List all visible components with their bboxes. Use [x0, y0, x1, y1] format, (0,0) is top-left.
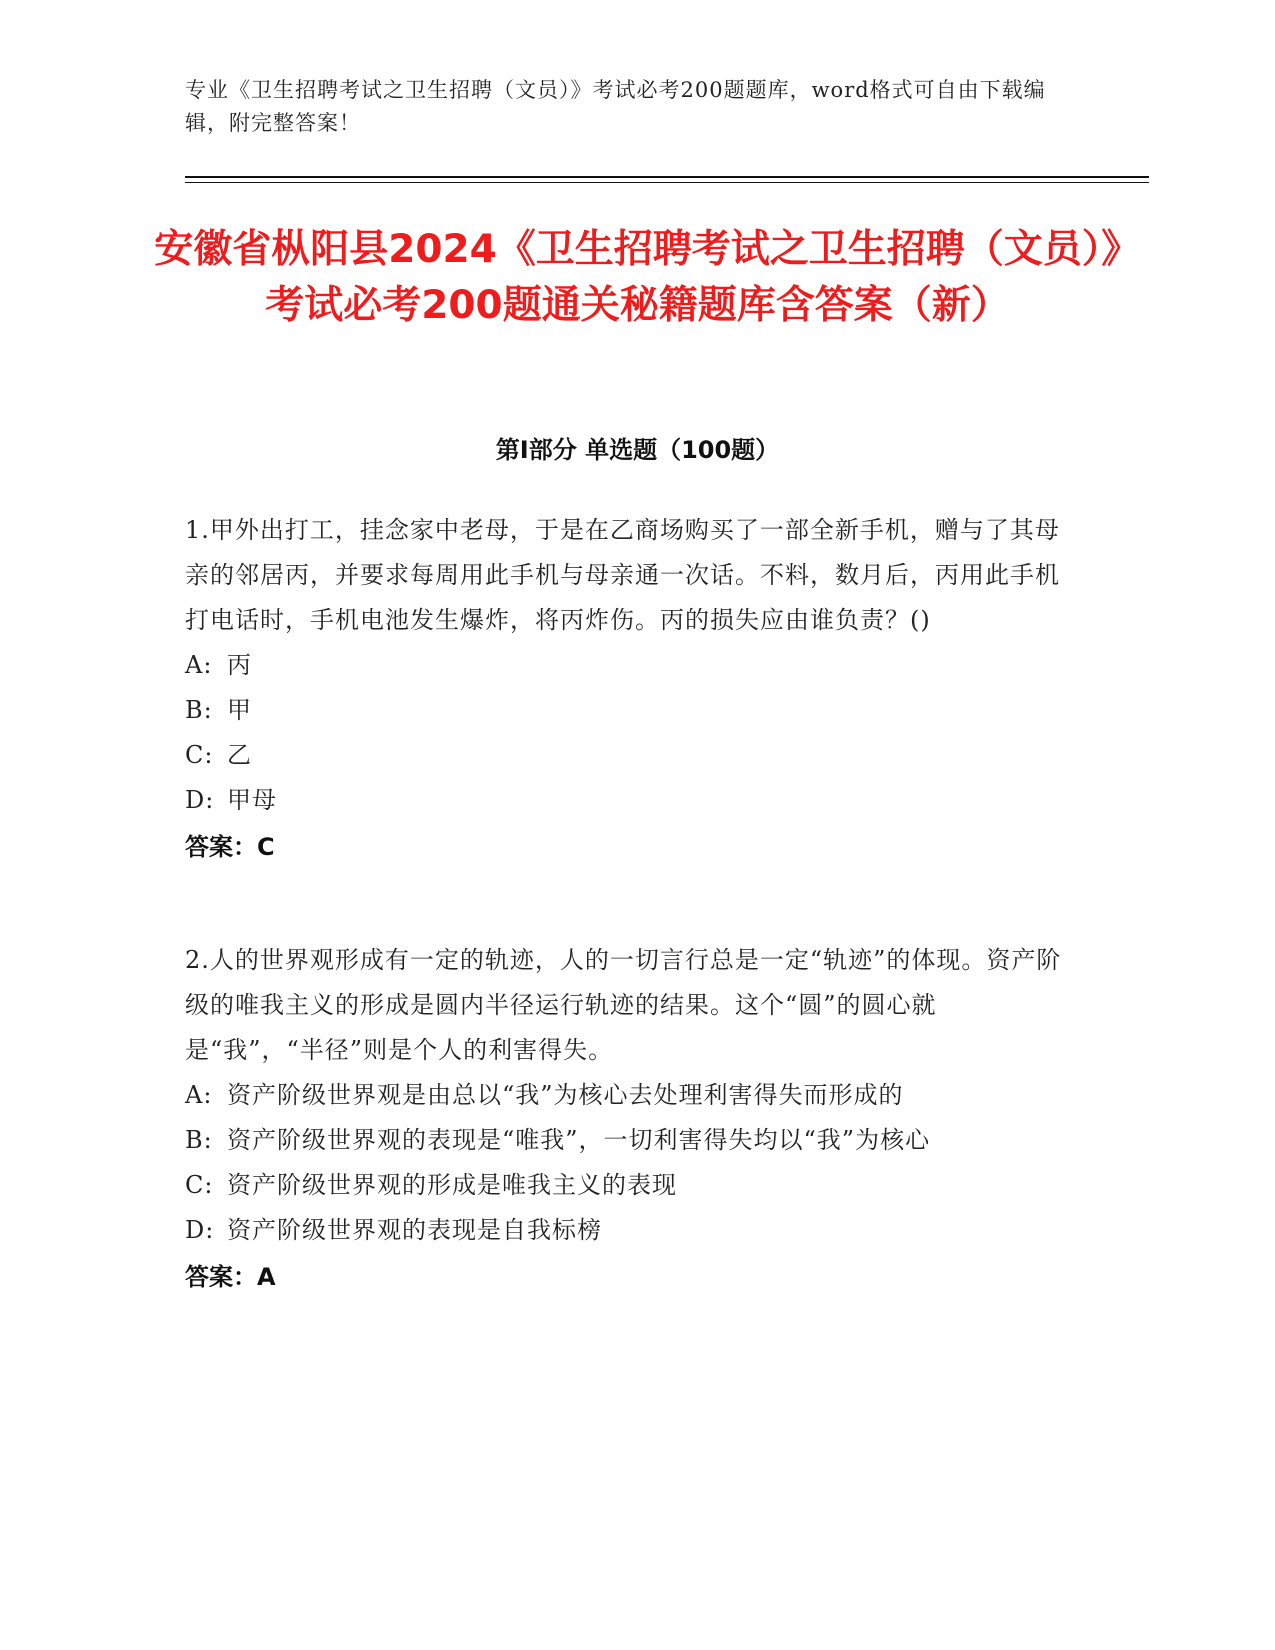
question-stem: 2.人的世界观形成有一定的轨迹，人的一切言行总是一定“轨迹”的体现。资产阶级的唯我主义的形成是圆内半径运行轨迹的结果。这个“圆”的圆心就是“我”，“半径”则是个人的利害得失。 [185, 946, 1062, 1064]
option-label: B: [185, 1126, 213, 1154]
option-a [185, 643, 1070, 688]
header-divider-thin [185, 182, 1149, 183]
header-divider-thick [185, 176, 1149, 178]
option-c [185, 1163, 1070, 1208]
option-a [185, 1073, 1070, 1118]
option-label: B: [185, 696, 213, 724]
option-text: 资产阶级世界观的形成是唯我主义的表现 [227, 1171, 677, 1199]
option-text: 资产阶级世界观的表现是“唯我”，一切利害得失均以“我”为核心 [227, 1126, 931, 1154]
question-block [185, 938, 1070, 1300]
option-c [185, 733, 1070, 778]
document-title: 安徽省枞阳县2024《卫生招聘考试之卫生招聘（文员）》考试必考200题通关秘籍题库含答案（新） [154, 227, 1121, 328]
option-b [185, 688, 1070, 733]
option-b [185, 1118, 1070, 1163]
option-label: C: [185, 741, 214, 769]
option-text: 甲 [227, 696, 252, 724]
option-label: D: [185, 1216, 215, 1244]
option-text: 甲母 [227, 786, 277, 814]
option-d [185, 778, 1070, 823]
header-note: 专业《卫生招聘考试之卫生招聘（文员）》考试必考200题题库，word格式可自由下载编辑，附完整答案！ [185, 78, 1046, 135]
section-heading: 第Ⅰ部分 单选题（100题） [495, 436, 780, 464]
option-text: 丙 [227, 651, 252, 679]
option-label: C: [185, 1171, 214, 1199]
option-d [185, 1208, 1070, 1253]
answer-line: 答案：A [185, 1263, 276, 1291]
option-text: 乙 [227, 741, 252, 769]
option-label: A: [185, 651, 213, 679]
question-stem: 1.甲外出打工，挂念家中老母，于是在乙商场购买了一部全新手机，赠与了其母亲的邻居丙，并要求每周用此手机与母亲通一次话。不料，数月后，丙用此手机打电话时，手机电池发生爆炸，将丙炸伤。丙的损失应由谁负责？() [185, 516, 1060, 634]
question-block [185, 508, 1070, 870]
option-text: 资产阶级世界观的表现是自我标榜 [227, 1216, 602, 1244]
answer-line: 答案：C [185, 833, 275, 861]
option-label: A: [185, 1081, 213, 1109]
option-text: 资产阶级世界观是由总以“我”为核心去处理利害得失而形成的 [227, 1081, 904, 1109]
option-label: D: [185, 786, 215, 814]
